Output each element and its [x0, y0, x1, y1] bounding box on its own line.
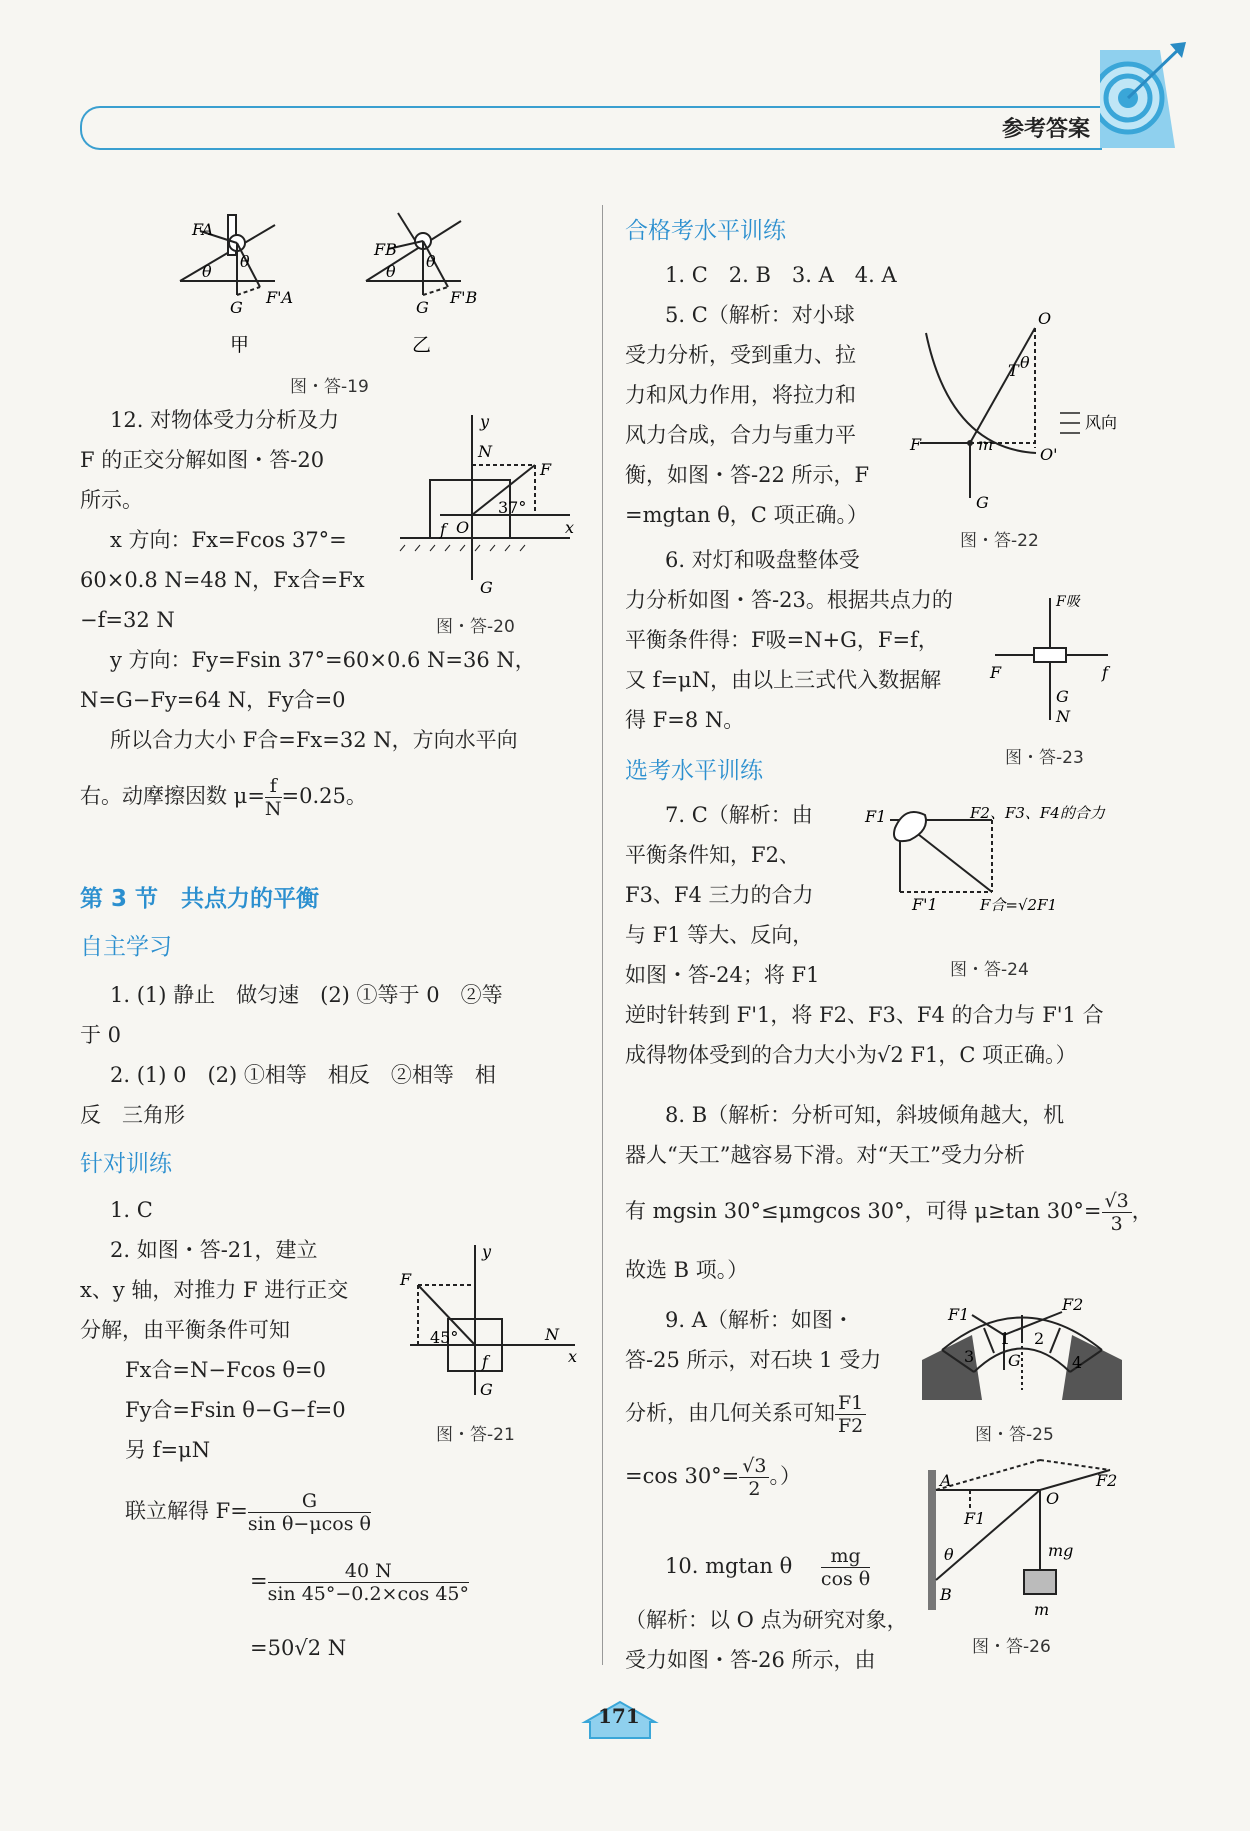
r5-line4: 风力合成，合力与重力平 — [625, 423, 856, 447]
r7-line6: 逆时针转到 F'1，将 F2、F3、F4 的合力与 F'1 合 — [625, 1003, 1104, 1027]
page-number — [580, 1700, 670, 1740]
t2-f2-num: 40 N — [268, 1560, 469, 1583]
fig25-g: G — [1008, 1351, 1021, 1370]
r8-frac-num: √3 — [1102, 1190, 1132, 1213]
fig21-g: G — [480, 1380, 493, 1399]
figure-22 — [910, 308, 1130, 512]
r7-line5: 如图・答-24；将 F1 — [625, 963, 820, 987]
fig20-f: f — [440, 520, 446, 539]
fig22-g: G — [976, 493, 989, 512]
fig20-x: x — [565, 518, 575, 537]
fig24-fhe: F合=√2F1 — [980, 896, 1058, 914]
fig23-f: f — [1102, 663, 1108, 682]
fig26-f1: F1 — [964, 1509, 986, 1528]
fig26-o: O — [1046, 1489, 1060, 1508]
fig20-g: G — [480, 578, 493, 597]
r8-line3-a: 有 mgsin 30°≤μmgcos 30°，可得 μ≥tan 30°= — [625, 1199, 1102, 1223]
fig23-F: F — [990, 663, 1002, 682]
r9-frac1-num: F1 — [835, 1392, 866, 1415]
r8-line1: 8. B（解析：分析可知，斜坡倾角越大，机 — [665, 1103, 1065, 1127]
r1: 1. C 2. B 3. A 4. A — [665, 263, 897, 287]
target-logo-icon — [1100, 40, 1200, 150]
fig19-fb-label: FB — [374, 240, 397, 259]
fig19-fap-label: F'A — [266, 288, 294, 307]
fig25-f2: F2 — [1062, 1295, 1084, 1314]
self-study-heading: 自主学习 — [80, 934, 172, 960]
r5-line6: =mgtan θ，C 项正确。） — [625, 503, 868, 527]
fig19-theta1: θ — [202, 262, 212, 281]
fig22-o: O — [1038, 309, 1052, 328]
r5-line1: 5. C（解析：对小球 — [665, 303, 855, 327]
fig21-y: y — [482, 1242, 492, 1261]
t2-line1: 2. 如图・答-21，建立 — [110, 1238, 318, 1262]
r7-line7: 成得物体受到的合力大小为√2 F1，C 项正确。） — [625, 1043, 1077, 1067]
r9-line4-a: =cos 30°= — [625, 1464, 740, 1488]
p12-line10-b: =0.25。 — [281, 784, 367, 808]
p12-line10 — [80, 775, 367, 820]
t2-line6: 另 f=μN — [125, 1438, 211, 1462]
r10-fraction — [821, 1545, 870, 1590]
fig21-f: f — [482, 1352, 488, 1371]
t2-fraction2 — [268, 1560, 469, 1605]
p12-line1: 12. 对物体受力分析及力 — [110, 408, 340, 432]
figure-21 — [400, 1242, 580, 1419]
t2-f1-den: sin θ−μcos θ — [247, 1513, 371, 1535]
p12-line7: y 方向：Fy=Fsin 37°=60×0.6 N=36 N， — [110, 648, 536, 672]
pass-heading: 合格考水平训练 — [625, 218, 786, 244]
fig21-F: F — [400, 1270, 412, 1289]
r10-line2: （解析：以 O 点为研究对象， — [625, 1608, 908, 1632]
r7-line1: 7. C（解析：由 — [665, 803, 813, 827]
fig20-n: N — [478, 442, 492, 461]
fig20-angle: 37° — [498, 498, 527, 517]
fig21-x: x — [568, 1347, 578, 1366]
fig21-n: N — [545, 1325, 559, 1344]
fig22-theta: θ — [1020, 353, 1030, 372]
fig26-mg: mg — [1048, 1541, 1074, 1560]
p12-frac-num: f — [265, 775, 282, 798]
fig19-jia-label: 甲 — [230, 334, 250, 356]
header-label: 参考答案 — [1001, 117, 1090, 142]
fig25-f1: F1 — [948, 1305, 970, 1324]
r9-frac2-den: 2 — [748, 1478, 761, 1500]
r6-line3: 平衡条件得：F吸=N+G，F=f， — [625, 628, 939, 652]
fig19-caption: 图・答-19 — [290, 377, 369, 397]
fig22-t: T — [1008, 361, 1019, 380]
fig19-g2: G — [416, 298, 429, 317]
r10-frac-den: cos θ — [820, 1568, 871, 1590]
fig26-theta: θ — [944, 1545, 954, 1564]
fig19-g1: G — [230, 298, 243, 317]
r6-line5: 得 F=8 N。 — [625, 708, 745, 732]
fig19-fa-label: FA — [192, 220, 214, 239]
fig20-y: y — [480, 412, 490, 431]
page-number-text: 171 — [598, 1704, 640, 1728]
fig19-theta3: θ — [386, 262, 396, 281]
figure-25 — [922, 1290, 1122, 1414]
p12-line8: N=G−Fy=64 N，Fy合=0 — [80, 688, 346, 712]
r8-line3-b: ， — [1131, 1199, 1153, 1223]
s2-line2: 反 三角形 — [80, 1103, 185, 1127]
p12-line2: F 的正交分解如图・答-20 — [80, 448, 325, 472]
t1: 1. C — [110, 1198, 153, 1222]
r9-line4-b: 。） — [769, 1464, 801, 1488]
t2-f1-num: G — [248, 1490, 371, 1513]
fig22-wind: 风向 — [1085, 413, 1118, 432]
p12-mu-fraction — [265, 775, 282, 820]
fig24-f234: F2、F3、F4的合力 — [970, 804, 1105, 822]
fig25-caption: 图・答-25 — [975, 1425, 1054, 1445]
fig20-caption: 图・答-20 — [436, 617, 515, 637]
r5-line2: 受力分析，受到重力、拉 — [625, 343, 856, 367]
column-divider — [602, 205, 603, 1665]
r6-line1: 6. 对灯和吸盘整体受 — [665, 548, 860, 572]
fig24-caption: 图・答-24 — [950, 960, 1029, 980]
s1-line2: 于 0 — [80, 1023, 122, 1047]
header-bar — [80, 106, 1102, 150]
r9-fraction2 — [739, 1455, 769, 1500]
fig25-s4: 4 — [1072, 1353, 1083, 1372]
fig21-caption: 图・答-21 — [436, 1425, 515, 1445]
t2-line4: Fx合=N−Fcos θ=0 — [125, 1358, 327, 1382]
fig24-f1p: F'1 — [912, 895, 938, 914]
fig21-angle: 45° — [430, 1328, 459, 1347]
r6-line4: 又 f=μN，由以上三式代入数据解 — [625, 668, 942, 692]
fig26-a: A — [940, 1471, 952, 1490]
figure-23 — [990, 590, 1120, 734]
fig26-b: B — [940, 1585, 952, 1604]
r9-line4 — [625, 1455, 801, 1500]
p12-line6: −f=32 N — [80, 608, 175, 632]
p12-line4: x 方向：Fx=Fcos 37°= — [110, 528, 347, 552]
fig22-op: O' — [1040, 445, 1058, 464]
p12-line3: 所示。 — [80, 488, 143, 512]
t2-line2: x、y 轴，对推力 F 进行正交 — [80, 1278, 349, 1302]
t2-line9: =50√2 N — [250, 1636, 347, 1660]
t2-fraction1 — [248, 1490, 371, 1535]
r9-line1: 9. A（解析：如图・ — [665, 1308, 854, 1332]
r10-frac-num: mg — [821, 1545, 870, 1568]
t2-line7 — [125, 1490, 371, 1535]
r5-line3: 力和风力作用，将拉力和 — [625, 383, 856, 407]
fig23-caption: 图・答-23 — [1005, 748, 1084, 768]
section-title: 第 3 节 共点力的平衡 — [80, 886, 320, 912]
fig26-caption: 图・答-26 — [972, 1637, 1051, 1657]
p12-line9: 所以合力大小 F合=Fx=32 N，方向水平向 — [110, 728, 518, 752]
r7-line2: 平衡条件知，F2、 — [625, 843, 800, 867]
t2-line7-text: 联立解得 F= — [125, 1499, 248, 1523]
p12-line5: 60×0.8 N=48 N，Fx合=Fx — [80, 568, 365, 592]
fig19-yi-label: 乙 — [412, 334, 432, 356]
fig22-caption: 图・答-22 — [960, 531, 1039, 551]
t2-line8: = $\frac{40 N}{\sin 45^\circ-0.2\times\cos 45^\circ}$ — [250, 1560, 469, 1605]
fig26-f2: F2 — [1096, 1471, 1118, 1490]
r8-line4: 故选 B 项。） — [625, 1258, 749, 1282]
t2-f2-den: sin 45°−0.2×cos 45° — [267, 1583, 469, 1605]
fig25-s1: 1 — [1000, 1329, 1011, 1348]
r9-frac2-num: √3 — [739, 1455, 769, 1478]
p12-line10-a: 右。动摩擦因数 μ= — [80, 784, 265, 808]
r10-a: 10. mgtan θ — [665, 1554, 793, 1578]
r7-line3: F3、F4 三力的合力 — [625, 883, 814, 907]
s2-line1: 2. (1) 0 (2) ①相等 相反 ②相等 相 — [110, 1063, 496, 1087]
r9-line3 — [625, 1392, 866, 1437]
p12-frac-den: N — [264, 798, 282, 820]
select-heading: 选考水平训练 — [625, 758, 763, 784]
r8-fraction — [1102, 1190, 1132, 1235]
r8-frac-den: 3 — [1110, 1213, 1123, 1235]
fig19-fbp-label: F'B — [450, 288, 478, 307]
fig26-m: m — [1034, 1600, 1050, 1619]
t2-line5: Fy合=Fsin θ−G−f=0 — [125, 1398, 346, 1422]
fig25-s2: 2 — [1034, 1329, 1045, 1348]
r10-line3: 受力如图・答-26 所示，由 — [625, 1648, 876, 1672]
r6-line2: 力分析如图・答-23。根据共点力的 — [625, 588, 953, 612]
figure-20 — [400, 412, 580, 599]
r7-line4: 与 F1 等大、反向， — [625, 923, 814, 947]
fig22-f: F — [910, 435, 922, 454]
fig20-F: F — [540, 460, 552, 479]
fig23-g: G — [1056, 687, 1069, 706]
fig23-fxi: F吸 — [1056, 594, 1080, 610]
fig19-theta4: θ — [426, 252, 436, 271]
r5-line5: 衡，如图・答-22 所示，F — [625, 463, 870, 487]
r8-line3 — [625, 1190, 1153, 1235]
r9-line2: 答-25 所示，对石块 1 受力 — [625, 1348, 882, 1372]
r9-frac1-den: F2 — [838, 1415, 864, 1437]
r10-line1 — [665, 1545, 870, 1590]
figure-19 — [180, 205, 480, 356]
fig25-s3: 3 — [964, 1347, 975, 1366]
r8-line2: 器人“天工”越容易下滑。对“天工”受力分析 — [625, 1143, 1025, 1167]
r9-fraction1 — [835, 1392, 866, 1437]
fig24-f1: F1 — [865, 807, 887, 826]
figure-24 — [860, 800, 1120, 914]
fig23-n: N — [1056, 707, 1070, 726]
t2-line3: 分解，由平衡条件可知 — [80, 1318, 290, 1342]
targeted-heading: 针对训练 — [80, 1151, 172, 1177]
r9-line3-a: 分析，由几何关系可知 — [625, 1401, 835, 1425]
fig20-o: O — [456, 518, 470, 537]
fig19-theta2: θ — [240, 252, 250, 271]
fig22-m: m — [978, 435, 994, 454]
s1-line1: 1. (1) 静止 做匀速 (2) ①等于 0 ②等 — [110, 983, 503, 1007]
figure-26 — [920, 1470, 1120, 1644]
